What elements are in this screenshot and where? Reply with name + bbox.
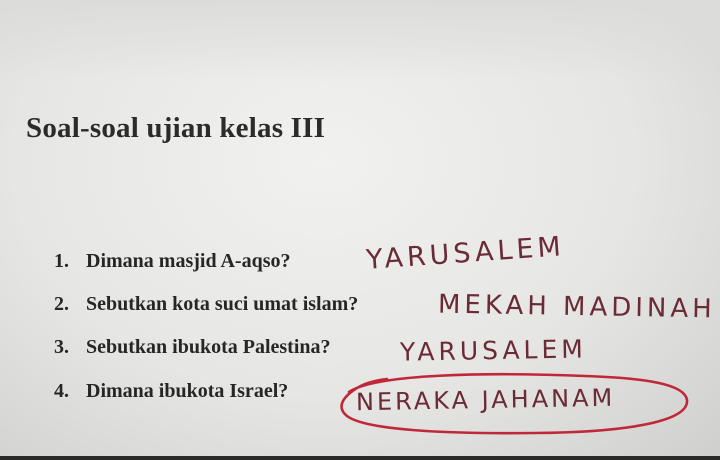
question-number: 4. <box>54 380 69 402</box>
handwritten-answer-2: MEKAH MADINAH <box>437 289 716 325</box>
handwritten-answer-4: NERAKA JAHANAM <box>355 383 616 417</box>
question-4 <box>54 380 288 410</box>
handwritten-answer-1: YARUSALEM <box>365 231 566 276</box>
question-number: 2. <box>54 293 69 315</box>
handwritten-answer-3: YARUSALEM <box>399 334 588 367</box>
red-circle-annotation <box>335 370 690 436</box>
circle-stroke <box>342 374 688 433</box>
question-3 <box>54 336 331 366</box>
question-text: Dimana masjid A-aqso? <box>86 250 291 272</box>
question-text: Dimana ibukota Israel? <box>86 380 289 402</box>
question-text: Sebutkan kota suci umat islam? <box>86 293 359 315</box>
question-1 <box>54 250 290 280</box>
question-2 <box>54 293 358 323</box>
page-title: Soal-soal ujian kelas III <box>26 112 326 144</box>
question-text: Sebutkan ibukota Palestina? <box>86 336 331 358</box>
question-number: 1. <box>54 250 69 272</box>
question-number: 3. <box>54 336 69 358</box>
